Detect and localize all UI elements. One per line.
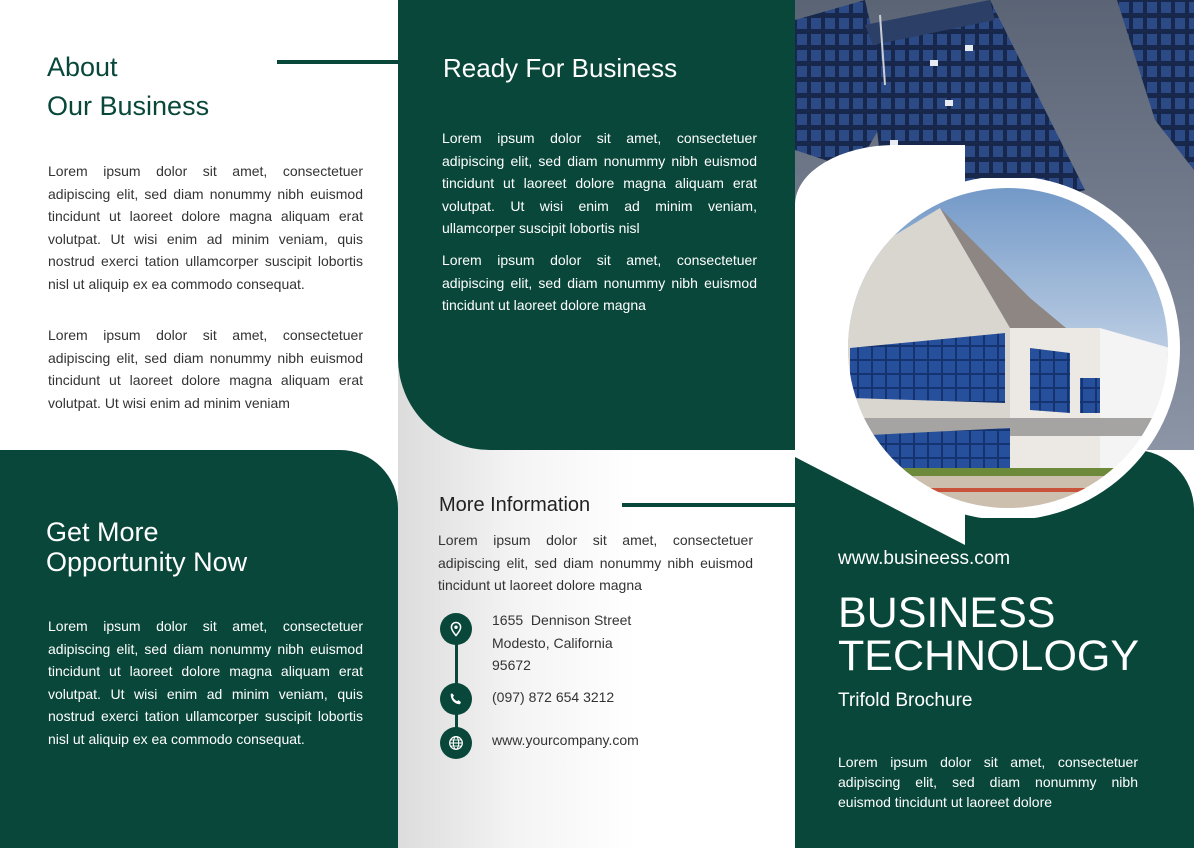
ready-paragraph-1: Lorem ipsum dolor sit amet, consectetuer adipiscing elit, sed diam nonummy nibh euismod tincidunt ut laoreet dolore magna aliquam erat volutpat. Ut wisi enim ad minim veniam, ullamcorper suscipit lobortis nisl [442, 130, 757, 236]
about-paragraph-1: Lorem ipsum dolor sit amet, consectetuer adipiscing elit, sed diam nonummy nibh euismod tincidunt ut laoreet dolore magna aliquam erat volutpat. Ut wisi enim ad minim veniam, quis nostrud exerci tation ullamcorper suscipit lobortis nisl ut aliquip ex ea commodo consequat. [48, 163, 363, 292]
about-title [47, 48, 209, 126]
phone-icon [440, 683, 472, 715]
ready-section [398, 0, 795, 450]
cover-url: www.busineess.com [838, 548, 1011, 569]
about-title-rule [277, 60, 398, 64]
about-paragraph-2: Lorem ipsum dolor sit amet, consectetuer adipiscing elit, sed diam nonummy nibh euismod tincidunt ut laoreet dolore magna aliquam erat volutpat. Ut wisi enim ad minim veniam [48, 327, 363, 411]
more-info-paragraph: Lorem ipsum dolor sit amet, consectetuer adipiscing elit, sed diam nonummy nibh euismod tincidunt ut laoreet dolore magna [438, 532, 753, 593]
opportunity-section [0, 450, 398, 848]
address-line-2: Modesto, California [492, 634, 613, 651]
building-photo [830, 178, 1186, 518]
cover-subtitle: Trifold Brochure [838, 690, 973, 711]
address-line-3: 95672 [492, 657, 531, 673]
more-info-title-rule [622, 503, 795, 507]
contact-website: www.yourcompany.com [492, 732, 639, 748]
cover-title-line1: BUSINESS [838, 589, 1056, 637]
ready-title: Ready For Business [443, 53, 678, 83]
cover-title-line2: TECHNOLOGY [838, 632, 1140, 680]
ready-paragraph-2: Lorem ipsum dolor sit amet, consectetuer adipiscing elit, sed diam nonummy nibh euismod tincidunt ut laoreet dolore magna [442, 252, 757, 313]
about-section [0, 0, 398, 450]
location-pin-icon [440, 613, 472, 645]
opportunity-title [46, 517, 247, 577]
contact-address [492, 609, 631, 677]
about-title-line2: Our Business [47, 91, 210, 121]
more-info-title: More Information [439, 494, 591, 516]
opportunity-title-line2: Opportunity Now [46, 547, 248, 577]
address-line-1: 1655 Dennison Street [492, 612, 632, 628]
opportunity-title-line1: Get More [46, 517, 159, 547]
opportunity-paragraph: Lorem ipsum dolor sit amet, consectetuer adipiscing elit, sed diam nonummy nibh euismod tincidunt ut laoreet dolore magna aliquam erat volutpat. Ut wisi enim ad minim veniam, quis nostrud exerci tation ullamcorper suscipit lobortis nisl ut aliquip ex ea commodo consequat. [48, 618, 363, 747]
about-title-line1: About [47, 52, 118, 82]
globe-icon [440, 727, 472, 759]
contact-phone: (097) 872 654 3212 [492, 689, 615, 705]
more-info-section [398, 450, 795, 848]
cover-paragraph: Lorem ipsum dolor sit amet, consectetuer adipiscing elit, sed diam nonummy nibh euismod tincidunt ut laoreet dolore [838, 754, 1138, 810]
cover-title [838, 589, 1140, 680]
